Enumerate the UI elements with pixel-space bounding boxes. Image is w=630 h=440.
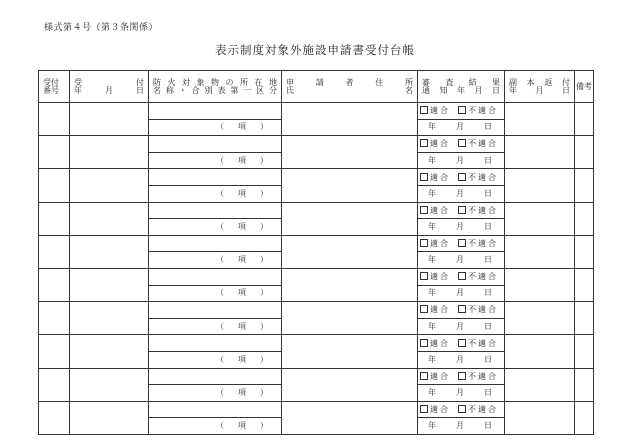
notify-date-label: 年 月 日 xyxy=(428,188,498,198)
header-receipt-number xyxy=(39,71,70,103)
nonconform-label: 不適合 xyxy=(468,139,498,149)
receipt-date-cell[interactable] xyxy=(70,136,149,169)
remarks-cell[interactable] xyxy=(575,202,594,235)
header-word: 知 xyxy=(439,85,448,95)
notify-date-cell[interactable] xyxy=(418,418,505,435)
remarks-cell[interactable] xyxy=(575,302,594,335)
notify-date-label: 年 月 日 xyxy=(428,321,498,331)
receipt-number-cell[interactable] xyxy=(39,202,70,235)
header-line: 番号 xyxy=(43,85,59,95)
entry-row-top xyxy=(39,335,594,352)
notify-date-cell[interactable] xyxy=(418,318,505,335)
header-receipt-date xyxy=(70,71,149,103)
review-result-cell xyxy=(418,136,505,153)
header-copy-return xyxy=(505,71,575,103)
entry-row-top xyxy=(39,169,594,186)
conform-checkbox[interactable] xyxy=(420,106,428,114)
applicant-cell[interactable] xyxy=(282,335,418,368)
copy-return-cell[interactable] xyxy=(505,268,575,301)
header-word: 所 xyxy=(405,77,413,87)
remarks-cell[interactable] xyxy=(575,103,594,136)
notify-date-cell[interactable] xyxy=(418,185,505,202)
copy-return-cell[interactable] xyxy=(505,302,575,335)
receipt-number-cell[interactable] xyxy=(39,368,70,401)
review-result-cell xyxy=(418,202,505,219)
form-number-label: 様式第４号（第３条関係） xyxy=(44,23,159,33)
receipt-number-cell[interactable] xyxy=(39,169,70,202)
conform-checkbox[interactable] xyxy=(420,272,428,280)
conform-label: 適合 xyxy=(430,272,450,282)
category-cell[interactable] xyxy=(149,285,282,302)
location-name-cell[interactable] xyxy=(149,103,282,120)
notify-date-label: 年 月 日 xyxy=(428,421,498,431)
receipt-date-cell[interactable] xyxy=(70,103,149,136)
receipt-date-cell[interactable] xyxy=(70,169,149,202)
nonconform-label: 不適合 xyxy=(468,172,498,182)
header-word: 月 xyxy=(535,85,544,95)
copy-return-cell[interactable] xyxy=(505,103,575,136)
copy-return-cell[interactable] xyxy=(505,235,575,268)
category-label: （ 項 ） xyxy=(216,421,271,431)
review-result-cell xyxy=(418,302,505,319)
conform-label: 適合 xyxy=(430,239,450,249)
review-result-cell xyxy=(418,169,505,186)
entry-row-top xyxy=(39,368,594,385)
header-applicant xyxy=(282,71,418,103)
copy-return-cell[interactable] xyxy=(505,335,575,368)
notify-date-label: 年 月 日 xyxy=(428,387,498,397)
applicant-cell[interactable] xyxy=(282,169,418,202)
remarks-cell[interactable] xyxy=(575,136,594,169)
nonconform-label: 不適合 xyxy=(468,205,498,215)
remarks-cell[interactable] xyxy=(575,235,594,268)
category-cell[interactable] xyxy=(149,185,282,202)
notify-date-label: 年 月 日 xyxy=(428,288,498,298)
receipt-number-cell[interactable] xyxy=(39,235,70,268)
header-word: 年 xyxy=(74,85,82,95)
receipt-date-cell[interactable] xyxy=(70,302,149,335)
receipt-date-cell[interactable] xyxy=(70,335,149,368)
header-word: 日 xyxy=(492,85,500,95)
receipt-number-cell[interactable] xyxy=(39,302,70,335)
header-word: 住 xyxy=(375,77,384,87)
review-result-cell xyxy=(418,335,505,352)
nonconform-checkbox[interactable] xyxy=(458,272,466,280)
conform-checkbox[interactable] xyxy=(420,339,428,347)
notify-date-label: 年 月 日 xyxy=(428,122,498,132)
applicant-cell[interactable] xyxy=(282,268,418,301)
nonconform-checkbox[interactable] xyxy=(458,173,466,181)
conform-label: 適合 xyxy=(430,338,450,348)
remarks-cell[interactable] xyxy=(575,169,594,202)
location-name-cell[interactable] xyxy=(149,136,282,153)
conform-checkbox[interactable] xyxy=(420,206,428,214)
copy-return-cell[interactable] xyxy=(505,136,575,169)
nonconform-label: 不適合 xyxy=(468,305,498,315)
conform-checkbox[interactable] xyxy=(420,173,428,181)
notify-date-cell[interactable] xyxy=(418,351,505,368)
category-label: （ 項 ） xyxy=(216,221,271,231)
receipt-number-cell[interactable] xyxy=(39,103,70,136)
category-cell[interactable] xyxy=(149,152,282,169)
location-name-cell[interactable] xyxy=(149,401,282,418)
receipt-date-cell[interactable] xyxy=(70,368,149,401)
header-word: 年 xyxy=(457,85,465,95)
location-name-cell[interactable] xyxy=(149,235,282,252)
header-word: 審 xyxy=(422,77,430,87)
notify-date-label: 年 月 日 xyxy=(428,354,498,364)
category-label: （ 項 ） xyxy=(216,155,271,165)
nonconform-checkbox[interactable] xyxy=(458,405,466,413)
location-name-cell[interactable] xyxy=(149,335,282,352)
header-word: 考 xyxy=(584,81,592,91)
conform-label: 適合 xyxy=(430,139,450,149)
remarks-cell[interactable] xyxy=(575,335,594,368)
conform-checkbox[interactable] xyxy=(420,305,428,313)
category-label: （ 項 ） xyxy=(216,387,271,397)
applicant-cell[interactable] xyxy=(282,401,418,434)
category-cell[interactable] xyxy=(149,418,282,435)
review-result-cell xyxy=(418,235,505,252)
category-label: （ 項 ） xyxy=(216,288,271,298)
header-word: 名 xyxy=(405,85,413,95)
applicant-cell[interactable] xyxy=(282,136,418,169)
location-name-cell[interactable] xyxy=(149,268,282,285)
nonconform-checkbox[interactable] xyxy=(458,239,466,247)
header-word: 備 xyxy=(576,81,584,91)
location-name-cell[interactable] xyxy=(149,368,282,385)
copy-return-cell[interactable] xyxy=(505,202,575,235)
conform-label: 適合 xyxy=(430,106,450,116)
header-line: 受付 xyxy=(43,77,59,87)
header-word: 付 xyxy=(136,77,144,87)
notify-date-label: 年 月 日 xyxy=(428,221,498,231)
remarks-cell[interactable] xyxy=(575,401,594,434)
nonconform-checkbox[interactable] xyxy=(458,339,466,347)
nonconform-checkbox[interactable] xyxy=(458,106,466,114)
notify-date-cell[interactable] xyxy=(418,219,505,236)
nonconform-checkbox[interactable] xyxy=(458,139,466,147)
entry-row-top xyxy=(39,136,594,153)
remarks-cell[interactable] xyxy=(575,268,594,301)
applicant-cell[interactable] xyxy=(282,202,418,235)
nonconform-checkbox[interactable] xyxy=(458,206,466,214)
conform-checkbox[interactable] xyxy=(420,372,428,380)
nonconform-label: 不適合 xyxy=(468,404,498,414)
nonconform-checkbox[interactable] xyxy=(458,372,466,380)
applicant-cell[interactable] xyxy=(282,368,418,401)
review-result-cell xyxy=(418,368,505,385)
ledger-title: 表示制度対象外施設申請書受付台帳 xyxy=(215,43,415,57)
category-cell[interactable] xyxy=(149,318,282,335)
category-cell[interactable] xyxy=(149,119,282,136)
category-cell[interactable] xyxy=(149,219,282,236)
conform-label: 適合 xyxy=(430,371,450,381)
entry-row-top xyxy=(39,302,594,319)
category-label: （ 項 ） xyxy=(216,188,271,198)
category-cell[interactable] xyxy=(149,351,282,368)
applicant-cell[interactable] xyxy=(282,302,418,335)
entry-row-top xyxy=(39,235,594,252)
header-line: 副本返付 xyxy=(509,77,570,87)
header-line: 防火対象物の所在地 xyxy=(153,77,277,87)
conform-label: 適合 xyxy=(430,205,450,215)
applicant-cell[interactable] xyxy=(282,103,418,136)
category-label: （ 項 ） xyxy=(216,321,271,331)
applicant-cell[interactable] xyxy=(282,235,418,268)
copy-return-cell[interactable] xyxy=(505,368,575,401)
header-review-result xyxy=(418,71,505,103)
nonconform-label: 不適合 xyxy=(468,371,498,381)
header-remarks xyxy=(575,71,594,103)
receipt-date-cell[interactable] xyxy=(70,202,149,235)
conform-label: 適合 xyxy=(430,305,450,315)
location-name-cell[interactable] xyxy=(149,302,282,319)
remarks-cell[interactable] xyxy=(575,368,594,401)
header-word: 申 xyxy=(286,77,294,87)
header-word: 月 xyxy=(105,85,113,95)
receipt-date-cell[interactable] xyxy=(70,268,149,301)
review-result-cell xyxy=(418,103,505,120)
receipt-number-cell[interactable] xyxy=(39,335,70,368)
header-line: 名称・合別表第一区分 xyxy=(153,85,277,95)
header-word: 月 xyxy=(474,85,483,95)
ledger-table xyxy=(38,70,594,435)
header-word: 査 xyxy=(445,77,454,87)
entry-row-top xyxy=(39,202,594,219)
conform-label: 適合 xyxy=(430,172,450,182)
notify-date-label: 年 月 日 xyxy=(428,155,498,165)
entry-row-top xyxy=(39,401,594,418)
conform-checkbox[interactable] xyxy=(420,405,428,413)
conform-label: 適合 xyxy=(430,404,450,414)
category-cell[interactable] xyxy=(149,252,282,269)
receipt-date-cell[interactable] xyxy=(70,235,149,268)
notify-date-cell[interactable] xyxy=(418,385,505,402)
ledger-body xyxy=(39,103,594,435)
copy-return-cell[interactable] xyxy=(505,169,575,202)
copy-return-cell[interactable] xyxy=(505,401,575,434)
conform-checkbox[interactable] xyxy=(420,239,428,247)
header-word: 結 xyxy=(468,77,477,87)
receipt-number-cell[interactable] xyxy=(39,136,70,169)
nonconform-label: 不適合 xyxy=(468,272,498,282)
review-result-cell xyxy=(418,401,505,418)
nonconform-label: 不適合 xyxy=(468,239,498,249)
category-label: （ 項 ） xyxy=(216,354,271,364)
receipt-number-cell[interactable] xyxy=(39,401,70,434)
location-name-cell[interactable] xyxy=(149,169,282,186)
header-word: 果 xyxy=(491,77,500,87)
category-cell[interactable] xyxy=(149,385,282,402)
category-label: （ 項 ） xyxy=(216,122,271,132)
header-word: 請 xyxy=(315,77,324,87)
header-location-name xyxy=(149,71,282,103)
header-word: 者 xyxy=(345,77,354,87)
nonconform-label: 不適合 xyxy=(468,106,498,116)
entry-row-top xyxy=(39,103,594,120)
header-row xyxy=(39,71,594,103)
location-name-cell[interactable] xyxy=(149,202,282,219)
category-label: （ 項 ） xyxy=(216,255,271,265)
header-word: 氏 xyxy=(286,85,294,95)
entry-row-top xyxy=(39,268,594,285)
nonconform-label: 不適合 xyxy=(468,338,498,348)
notify-date-cell[interactable] xyxy=(418,252,505,269)
receipt-date-cell[interactable] xyxy=(70,401,149,434)
header-word: 日 xyxy=(136,85,144,95)
header-word: 日 xyxy=(562,85,570,95)
conform-checkbox[interactable] xyxy=(420,139,428,147)
header-word: 年 xyxy=(509,85,517,95)
notify-date-cell[interactable] xyxy=(418,152,505,169)
notify-date-cell[interactable] xyxy=(418,285,505,302)
review-result-cell xyxy=(418,268,505,285)
notify-date-label: 年 月 日 xyxy=(428,255,498,265)
notify-date-cell[interactable] xyxy=(418,119,505,136)
header-word: 通 xyxy=(422,85,430,95)
receipt-number-cell[interactable] xyxy=(39,268,70,301)
header-word: 受 xyxy=(74,77,82,87)
nonconform-checkbox[interactable] xyxy=(458,305,466,313)
